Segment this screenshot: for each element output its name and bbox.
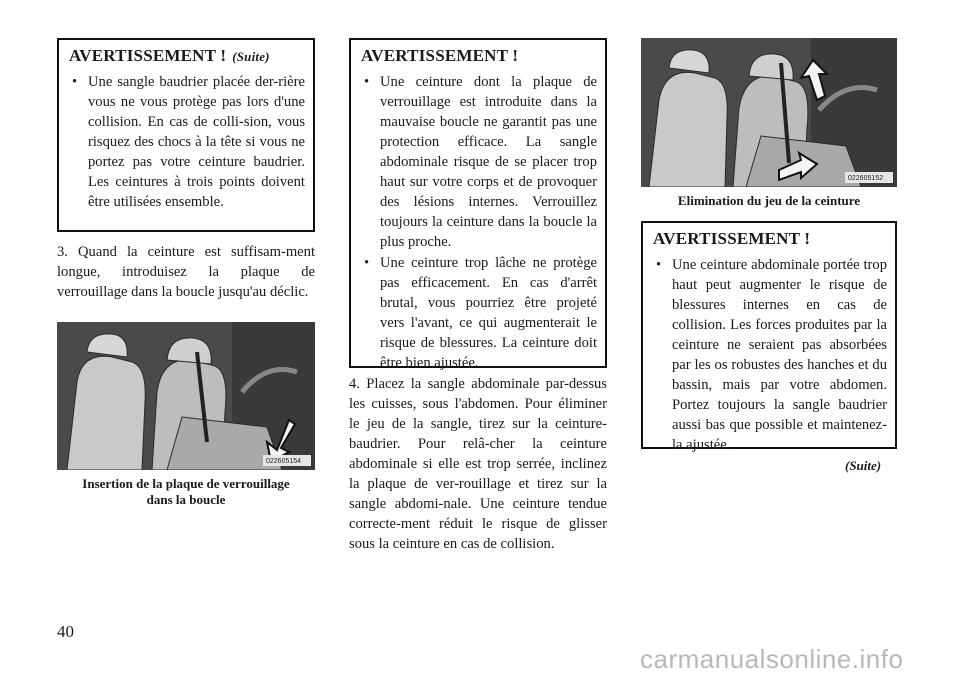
warning-title: AVERTISSEMENT ! (Suite) <box>69 46 270 65</box>
seat-illustration <box>641 38 897 187</box>
page-number: 40 <box>57 622 74 641</box>
watermark: carmanualsonline.info <box>640 644 904 674</box>
warning-box-3 <box>641 221 897 453</box>
step-3-paragraph: 3. Quand la ceinture est suffisam-ment longue, introduisez la plaque de verrouillage dans la boucle jusqu'au déclic. <box>57 244 315 300</box>
caption-line: dans la boucle <box>146 492 226 507</box>
figure-code: 022605154 <box>266 458 302 465</box>
warning-bullet: • Une ceinture dont la plaque de verrouillage est introduite dans la mauvaise boucle ne garantit pas une protection efficace. La sangle abdominale risque de se placer trop haut sur votre corps et de provoquer des lésions internes. Verrouillez toujours la ceinture dans la boucle la plus proche. <box>361 72 597 252</box>
caption-line: Insertion de la plaque de verrouillage <box>82 476 290 491</box>
seat-illustration <box>57 322 315 470</box>
suite-continuation: (Suite) <box>845 458 882 473</box>
warning-title: AVERTISSEMENT ! <box>653 229 811 248</box>
warning-bullet: • Une ceinture trop lâche ne protège pas efficacement. En cas d'arrêt brutal, vous pourriez être projeté vers l'avant, ce qui augmenterait le risque de blessures. La ceinture doit être bien ajustée. <box>361 253 597 373</box>
warning-bullets <box>69 72 305 212</box>
warning-bullets <box>361 72 597 373</box>
suite-label: (Suite) <box>232 49 270 64</box>
warning-bullet: • Une ceinture abdominale portée trop haut peut augmenter le risque de blessures internes en cas de collision. Les forces produites par la ceinture ne seraient pas absorbées par les os robustes des hanches et du bassin, mais par votre abdomen. Portez toujours la sangle baudrier aussi bas que possible et maintenez-la ajustée. <box>653 255 887 455</box>
figure-belt-slack <box>641 38 897 187</box>
warning-title: AVERTISSEMENT ! <box>361 46 519 65</box>
warning-bullets <box>653 255 887 455</box>
figure-buckle-insertion <box>57 322 315 470</box>
warning-box-2 <box>349 38 607 371</box>
warning-bullet: • Une sangle baudrier placée der-rière vous ne vous protège pas lors d'une collision. En cas de colli-sion, vous risquez des chocs à la tête si vous ne portez pas votre ceinture baudrier. Les ceintures à trois points doivent être utilisées ensemble. <box>69 72 305 212</box>
figure-caption-1 <box>57 476 315 508</box>
warning-box-1 <box>57 38 315 232</box>
figure-code: 022605152 <box>848 175 884 182</box>
step-4-paragraph: 4. Placez la sangle abdominale par-dessus les cuisses, sous l'abdomen. Pour éliminer le jeu de la sangle, tirez sur la ceinture-baudrier. Pour relâ-cher la ceinture abdominale si elle est trop serrée, inclinez la plaque de ver-rouillage et tirez sur la sangle abdomi-nale. Une ceinture tendue correcte-ment réduit le risque de glisser sous la ceinture en cas de collision. <box>349 376 607 552</box>
figure-caption-2: Elimination du jeu de la ceinture <box>677 193 861 208</box>
